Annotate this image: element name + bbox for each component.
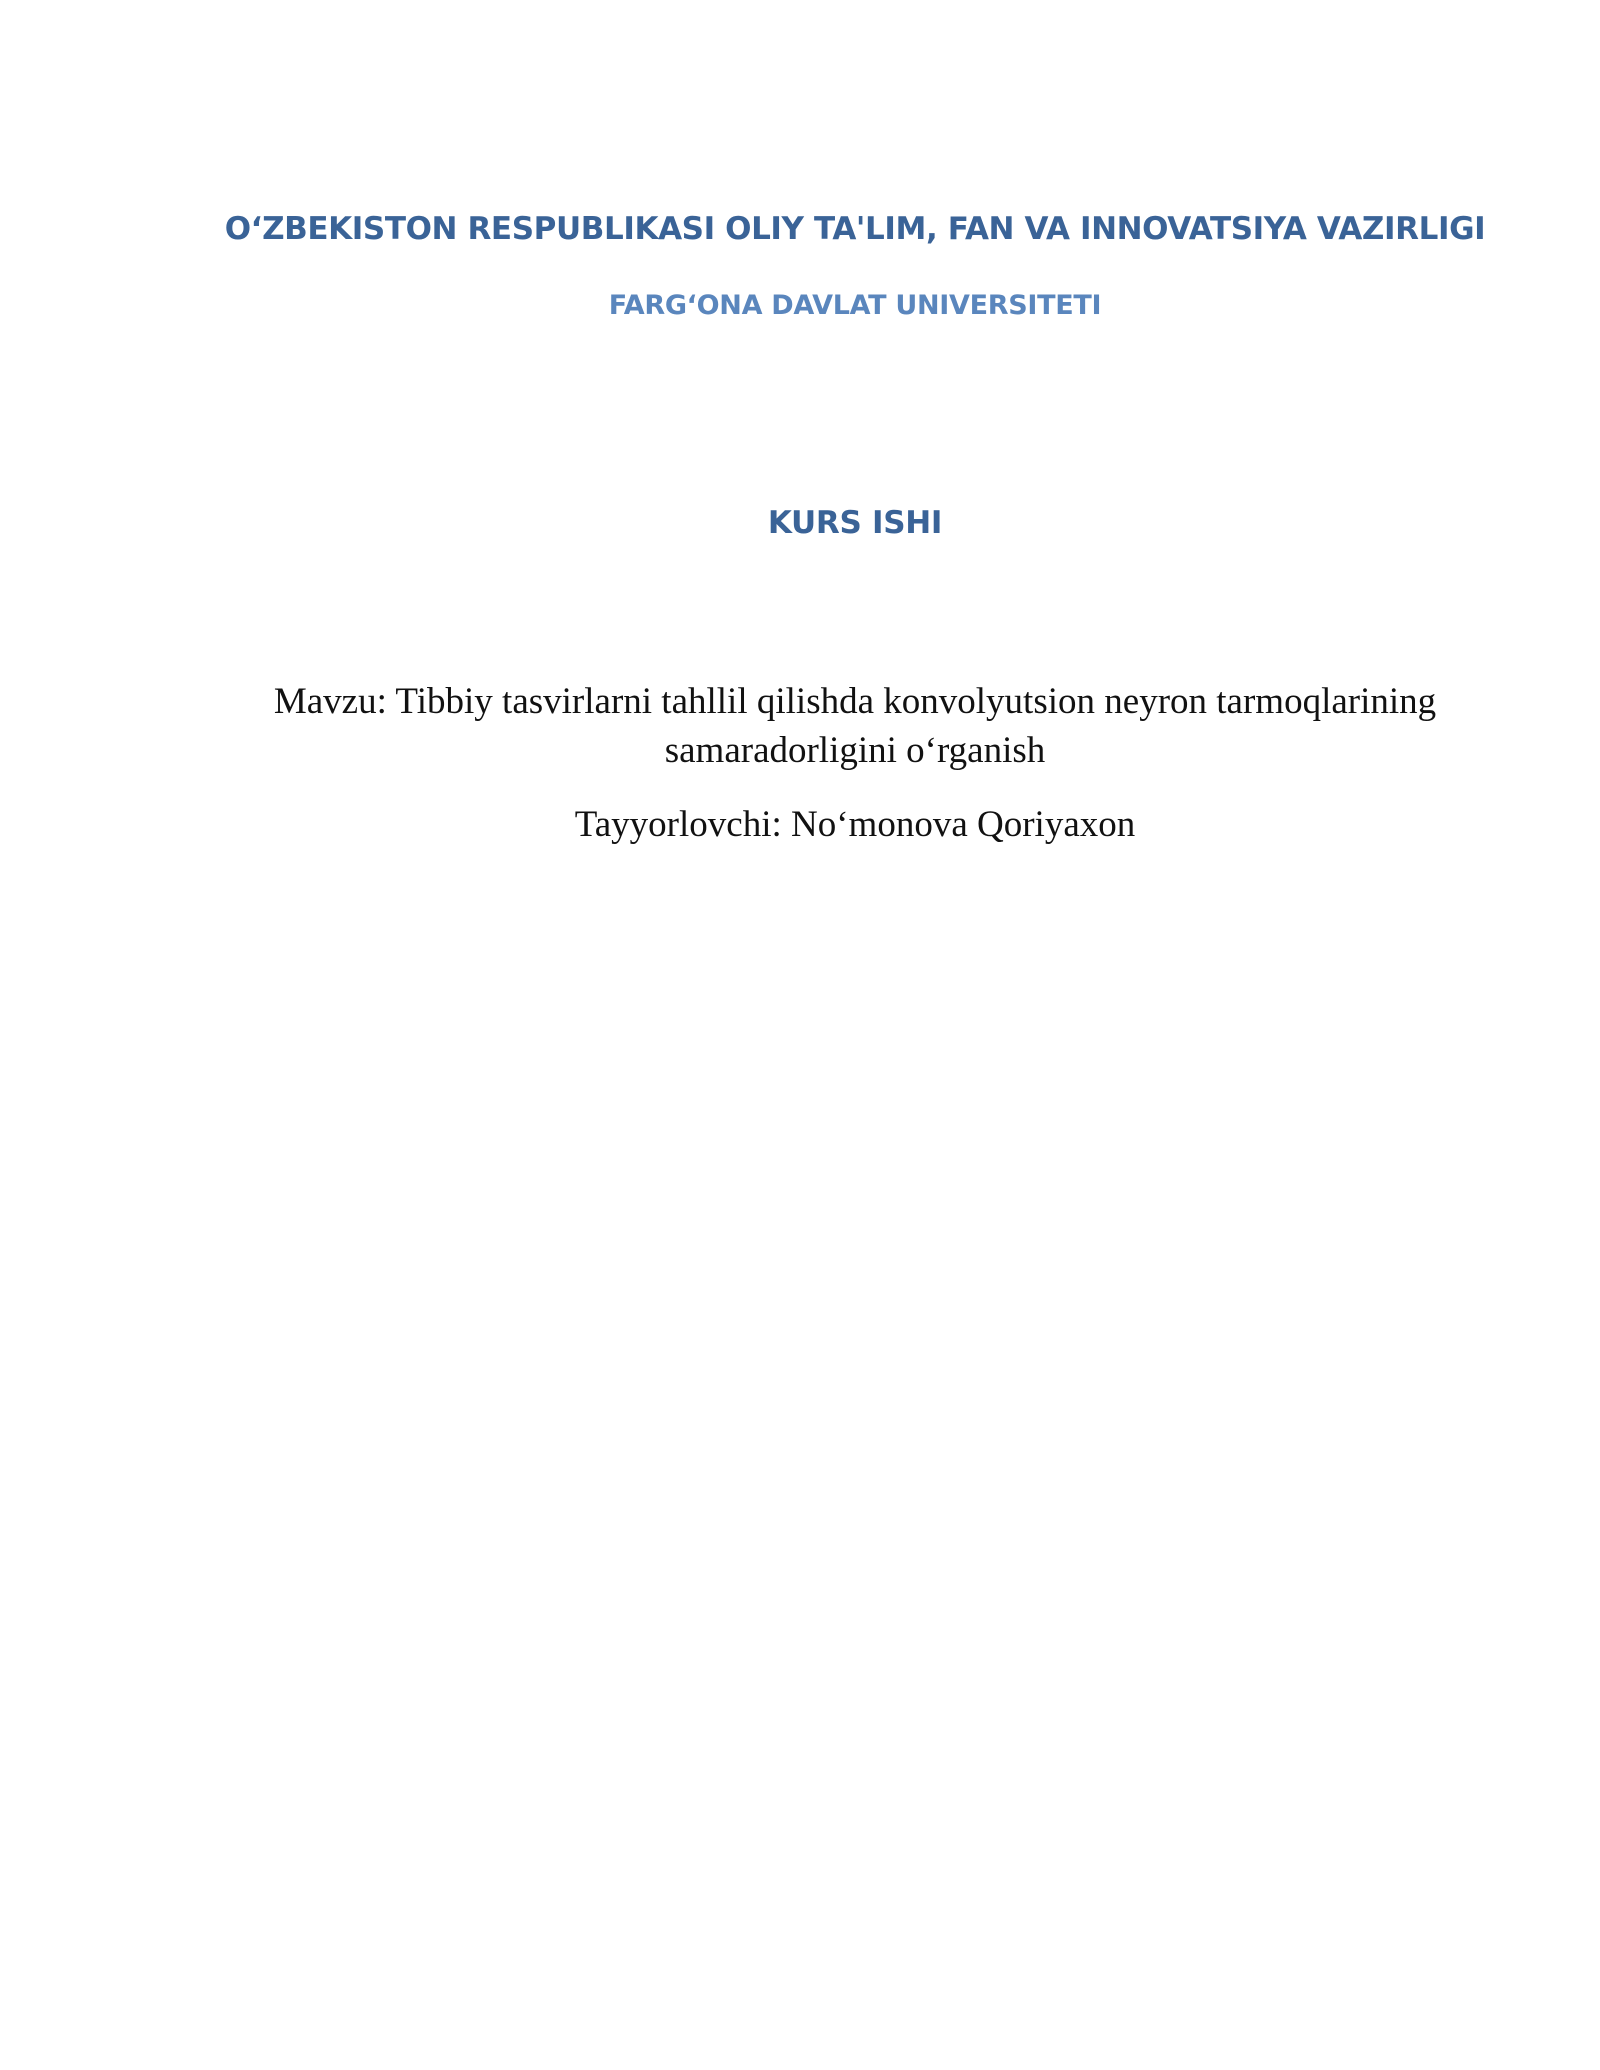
topic-text: Mavzu: Tibbiy tasvirlarni tahllil qilishda konvolyutsion neyron tarmoqlarining samaradorligini o‘rganish: [273, 681, 1437, 771]
author-text: Tayyorlovchi: No‘monova Qoriyaxon: [574, 804, 1136, 845]
work-type-title: KURS ISHI: [767, 505, 943, 541]
ministry-heading: O‘ZBEKISTON RESPUBLIKASI OLIY TA'LIM, FAN VA INNOVATSIYA VAZIRLIGI: [224, 211, 1486, 247]
university-heading: FARG‘ONA DAVLAT UNIVERSITETI: [608, 290, 1102, 321]
